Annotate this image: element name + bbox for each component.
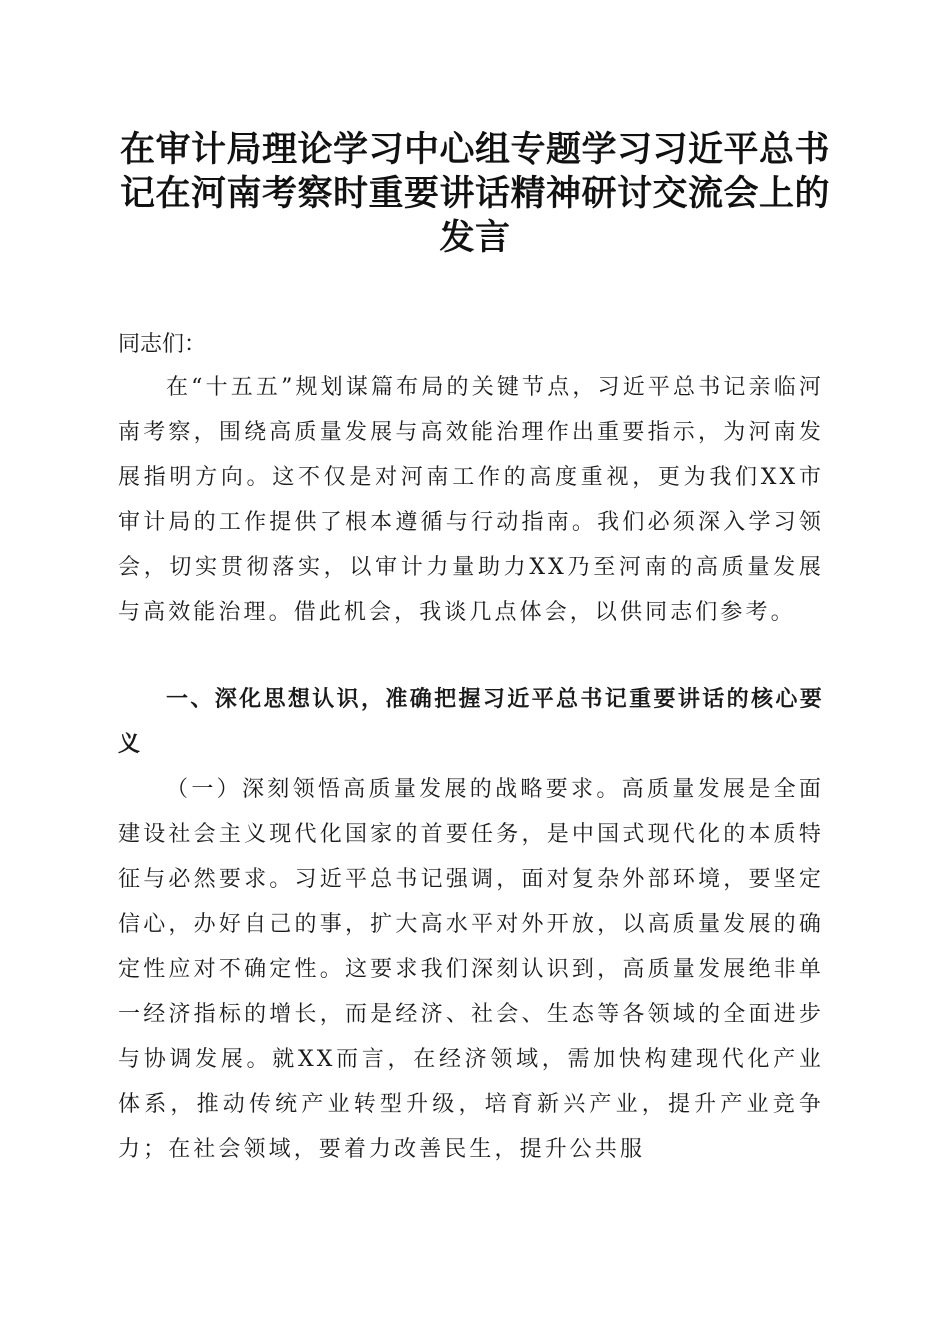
document-title: 在审计局理论学习中心组专题学习习近平总书记在河南考察时重要讲话精神研讨交流会上的发言: [119, 129, 830, 258]
subsection-paragraph: （一）深刻领悟高质量发展的战略要求。高质量发展是全面建设社会主义现代化国家的首要任务，是中国式现代化的本质特征与必然要求。习近平总书记强调，面对复杂外部环境，要坚定信心，办好自己的事，扩大高水平对外开放，以高质量发展的确定性应对不确定性。这要求我们深刻认识到，高质量发展绝非单一经济指标的增长，而是经济、社会、生态等各领域的全面进步与协调发展。就XX而言，在经济领域，需加快构建现代化产业体系，推动传统产业转型升级，培育新兴产业，提升产业竞争力；在社会领域，要着力改善民生，提升公共服: [118, 777, 824, 1162]
section-heading: 一、深化思想认识，准确把握习近平总书记重要讲话的核心要义: [118, 686, 824, 757]
salutation: 同志们：: [118, 332, 207, 357]
intro-paragraph: 在“十五五”规划谋篇布局的关键节点，习近平总书记亲临河南考察，围绕高质量发展与高效能治理作出重要指示，为河南发展指明方向。这不仅是对河南工作的高度重视，更为我们XX市审计局的工作提供了根本遵循与行动指南。我们必须深入学习领会，切实贯彻落实，以审计力量助力XX乃至河南的高质量发展与高效能治理。借此机会，我谈几点体会，以供同志们参考。: [118, 375, 824, 625]
